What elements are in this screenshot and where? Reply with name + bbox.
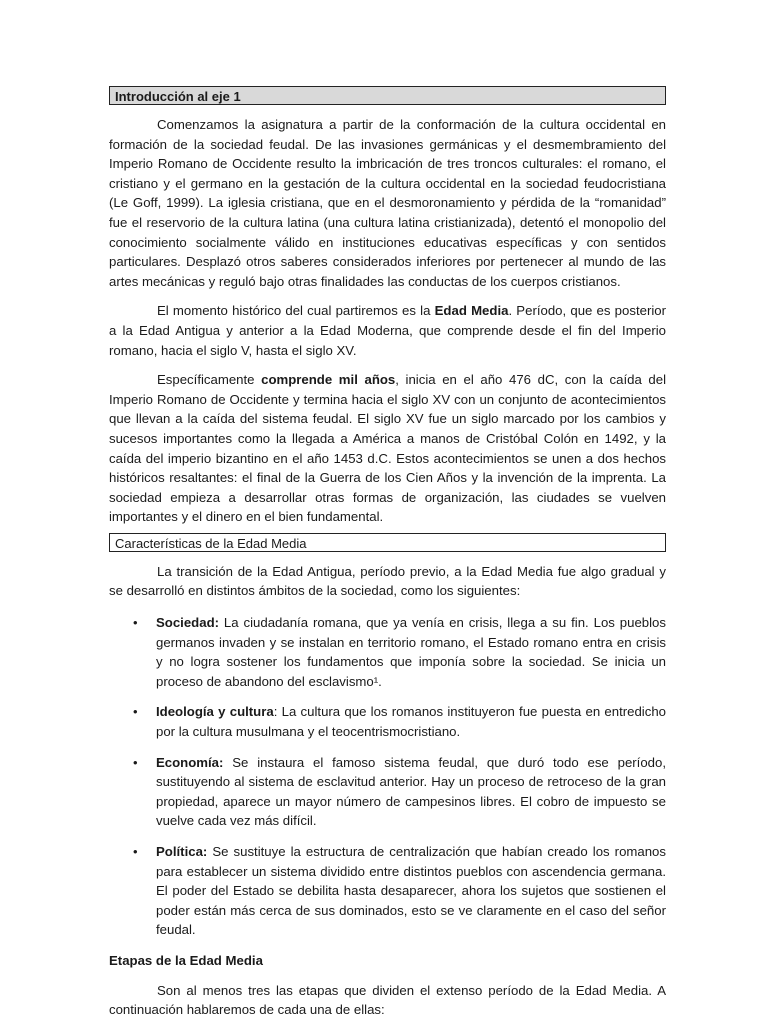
list-item xyxy=(109,842,666,940)
text-run: . Período, que es posterior a la Edad Antigua y anterior a la Edad Moderna, que comprende desde el fin del Imperio romano, hacia el siglo V, hasta el siglo XV. xyxy=(109,303,666,358)
list-item xyxy=(109,702,666,741)
transition-paragraph: La transición de la Edad Antigua, período previo, a la Edad Media fue algo gradual y se desarrolló en distintos ámbitos de la sociedad, como los siguientes: xyxy=(109,563,666,599)
list-item-text: : La cultura que los romanos instituyeron fue puesta en entredicho por la cultura musulmana y el teocentrismocristiano. xyxy=(156,704,666,740)
list-item-text: Se instaura el famoso sistema feudal, que duró todo ese período, sustituyendo al sistema de esclavitud anterior. Hay un proceso de retroceso de la gran propiedad, aparece un mayor número de campesinos libres. El cobro de impuesto se vuelve cada vez más difícil. xyxy=(156,754,666,829)
text-run: , inicia en el año 476 dC, con la caída del Imperio Romano de Occidente y termina hacia el siglo XV con un conjunto de acontecimientos que llevan a la caída del sistema feudal. El siglo XV fue un siglo marcado por los cambios y sucesos importantes como la llegada a América a manos de Cristóbal Colón en 1492, y la caída del imperio bizantino en el año 1453 d.C. Estos acontecimientos se unen a dos hechos históricos resaltantes: el final de la Guerra de los Cien Años y la invención de la imprenta. La sociedad empieza a desarrollar otras formas de organización, las ciudades se vuelven importantes y el dinero en el bien fundamental. xyxy=(109,372,666,525)
text-run: El momento histórico del cual partiremos es la xyxy=(157,303,435,319)
middle-ages-paragraph xyxy=(109,301,666,360)
list-item-label: Sociedad: xyxy=(156,615,220,631)
list-item-label: Ideología y cultura xyxy=(156,704,274,720)
list-item-text: Se sustituye la estructura de centralización que habían creado los romanos para establecer un sistema dividido entre distintos pueblos con ascendencia germana. El poder del Estado se debilita hasta desaparecer, ahora los sujetos que sostienen el poder están más cerca de sus dominados, esto se ve claramente en el caso del señor feudal. xyxy=(156,844,666,938)
document-body xyxy=(109,86,666,1020)
stages-heading: Etapas de la Edad Media xyxy=(109,952,263,968)
list-item-label: Política: xyxy=(156,844,208,859)
stages-paragraph: Son al menos tres las etapas que dividen el extenso período de la Edad Media. A continuación hablaremos de cada una de ellas: xyxy=(109,982,666,1018)
bullet-icon: • xyxy=(133,754,138,770)
text-run: Específicamente xyxy=(157,372,262,388)
bullet-icon: • xyxy=(133,615,138,631)
bold-term: comprende mil años xyxy=(261,372,396,388)
list-item-text: La ciudadanía romana, que ya venía en crisis, llega a su fin. Los pueblos germanos invaden y se instalan en territorio romano, el Estado romano entra en crisis y no logra sostener los fundamentos que imponía sobre la sociedad. Se inicia un proceso de abandono del esclavismo¹. xyxy=(156,615,666,689)
characteristics-section-heading: Características de la Edad Media xyxy=(109,533,666,552)
bullet-icon: • xyxy=(133,844,138,859)
list-item xyxy=(109,753,666,831)
list-item-label: Economía: xyxy=(156,754,224,770)
intro-paragraph: Comenzamos la asignatura a partir de la conformación de la cultura occidental en formación de la sociedad feudal. De las invasiones germánicas y el desmembramiento del Imperio Romano de Occidente resulto la imbricación de tres troncos culturales: el romano, el cristiano y el germano en la gestación de la cultura occidental en la sociedad feudocristiana (Le Goff, 1999). La iglesia cristiana, que en el desmoronamiento y pérdida de la “romanidad” fue el reservorio de la cultura latina (una cultura latina cristianizada), detentó el monopolio del conocimiento socialmente válido en instituciones educativas específicas y con sentidos particulares. Desplazó otros saberes considerados inferiores por pertenecer al mundo de las artes mecánicas y reguló bajo otras finalidades las conductas de los cuerpos cristianos. xyxy=(109,117,666,289)
bold-term: Edad Media xyxy=(434,303,509,319)
list-item xyxy=(109,613,666,691)
bullet-icon: • xyxy=(133,704,138,720)
characteristics-list xyxy=(109,613,666,940)
thousand-years-paragraph xyxy=(109,370,666,527)
intro-section-heading: Introducción al eje 1 xyxy=(109,86,666,105)
